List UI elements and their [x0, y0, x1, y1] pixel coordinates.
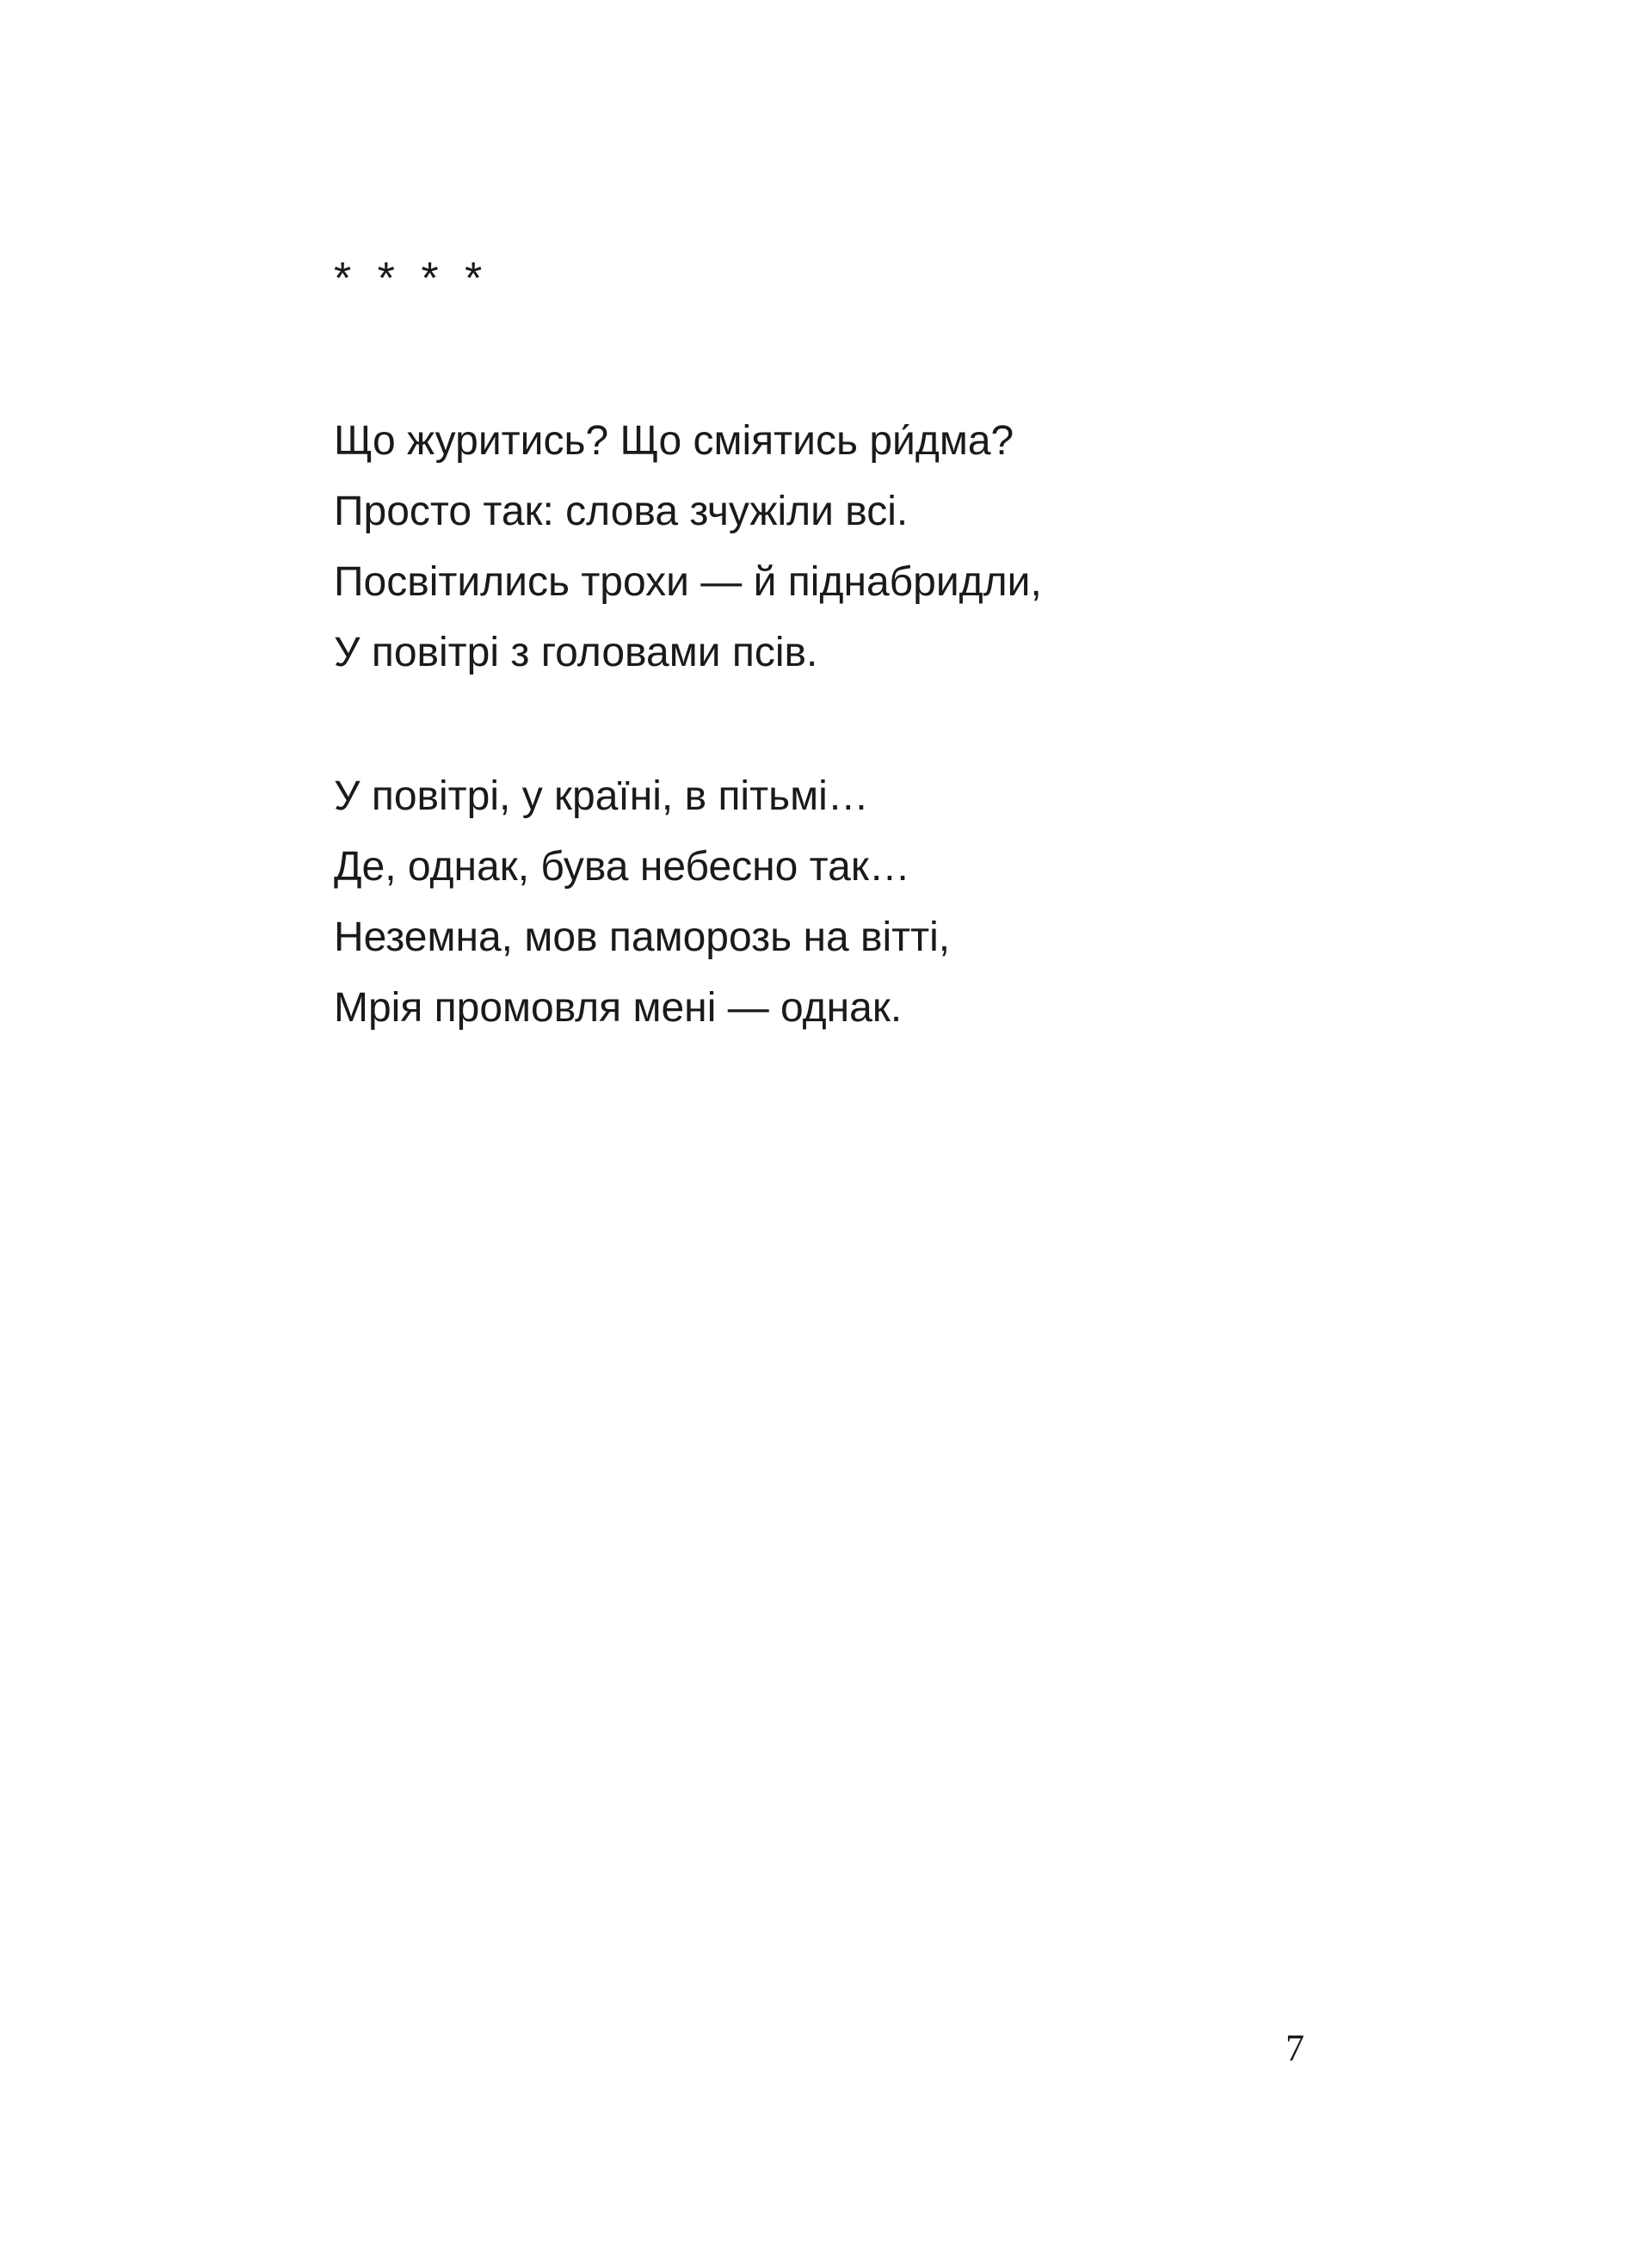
poem-line: Просто так: слова зчужіли всі.: [334, 489, 909, 534]
poem-line: Неземна, мов паморозь на вітті,: [334, 915, 951, 960]
poem-line: Мрія промовля мені — однак.: [334, 985, 903, 1031]
poem-line: У повітрі, у країні, в пітьмі…: [334, 773, 869, 819]
poem-line: Де, однак, бува небесно так…: [334, 844, 910, 890]
poem-line: Посвітились трохи — й піднабридли,: [334, 559, 1042, 605]
stanza-1: [334, 406, 1042, 688]
poem-line: Що журитись? Що сміятись ри́дма?: [334, 418, 1014, 464]
page-number: 7: [1285, 2027, 1304, 2069]
stanza-2: [334, 761, 950, 1044]
section-separator: * * * *: [334, 254, 490, 304]
poem-line: У повітрі з головами псів.: [334, 630, 818, 675]
